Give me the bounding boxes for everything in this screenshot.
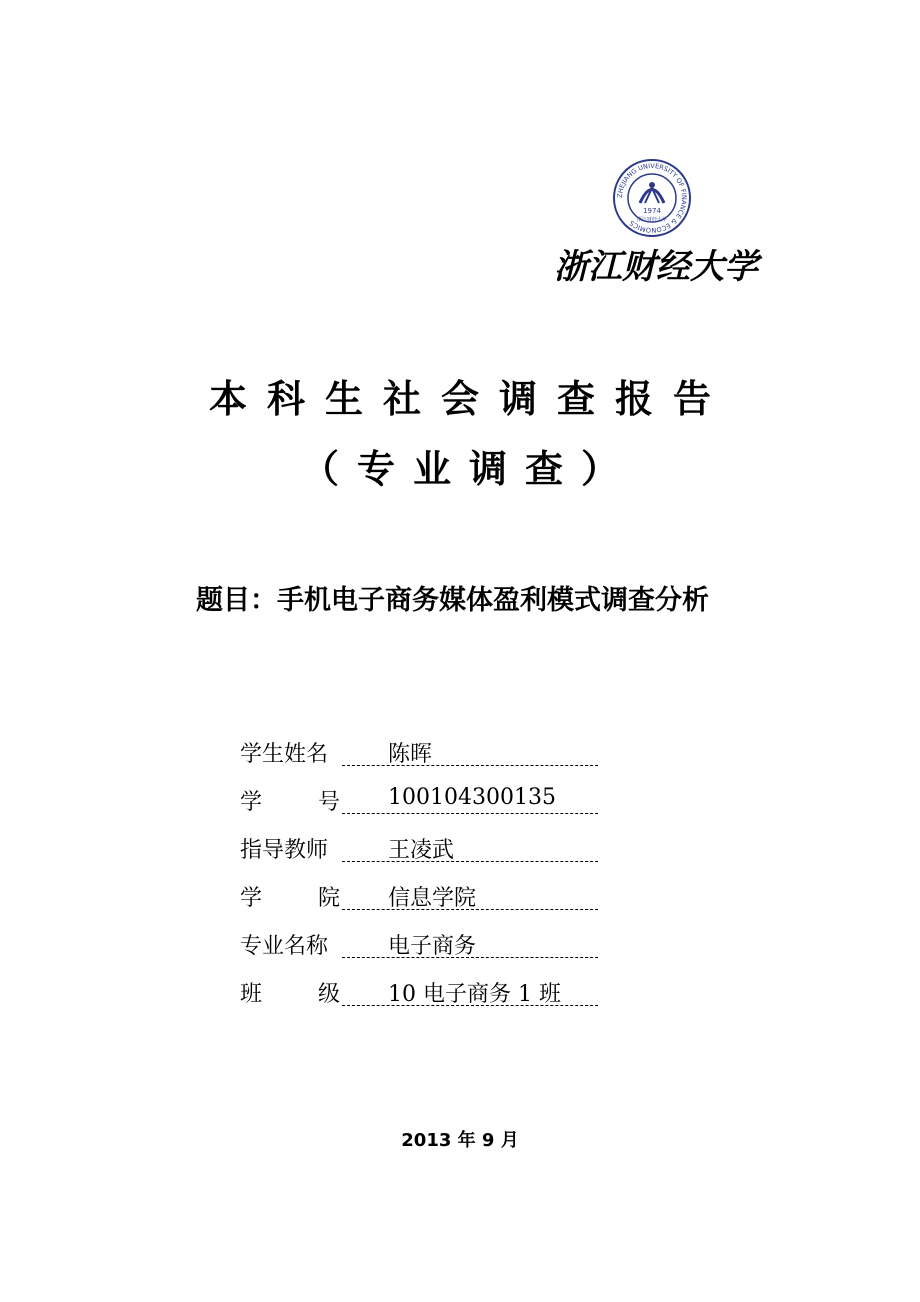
info-row-class [240,975,600,1023]
value-class: 10 电子商务 1 班 [388,982,561,1007]
seal-ring-text: ZHEJIANG UNIVERSITY OF FINANCE & ECONOMICS [615,161,689,235]
svg-text:ZHEJIANG UNIVERSITY OF FINANCE [616,162,688,234]
info-row-name [240,735,600,783]
label-student-name: 学生姓名 [240,742,329,767]
underline-student-name [342,735,598,766]
underline-school [342,879,598,910]
info-row-school [240,879,600,927]
value-advisor: 王凌武 [388,838,455,863]
value-major: 电子商务 [388,934,477,959]
label-major: 专业名称 [240,934,329,959]
label-school: 学 院 [240,886,340,911]
report-topic: 题目：手机电子商务媒体盈利模式调查分析 [196,585,709,616]
seal-year: 1974 [643,207,661,215]
label-advisor: 指导教师 [240,838,329,863]
info-row-id [240,783,600,831]
university-logo [540,150,770,290]
university-seal-icon [612,158,692,238]
value-student-name: 陈晖 [388,742,433,767]
underline-student-id [342,783,598,814]
student-info-table [240,735,600,1023]
label-class: 班 级 [240,982,340,1007]
info-row-advisor [240,831,600,879]
report-date: 2013 年 9 月 [401,1130,519,1151]
info-row-major [240,927,600,975]
report-title: 本科生社会调查报告 [208,377,731,421]
report-subtitle: （专业调查） [300,447,637,491]
university-name-logo [546,240,766,286]
value-school: 信息学院 [388,886,477,911]
underline-class [342,975,598,1006]
seal-inner-text: 浙江财经大学 [636,217,668,223]
label-student-id: 学 号 [240,790,340,815]
university-name-script: 浙江财经大学 [554,247,758,286]
value-student-id: 100104300135 [388,785,556,810]
underline-advisor [342,831,598,862]
underline-major [342,927,598,958]
